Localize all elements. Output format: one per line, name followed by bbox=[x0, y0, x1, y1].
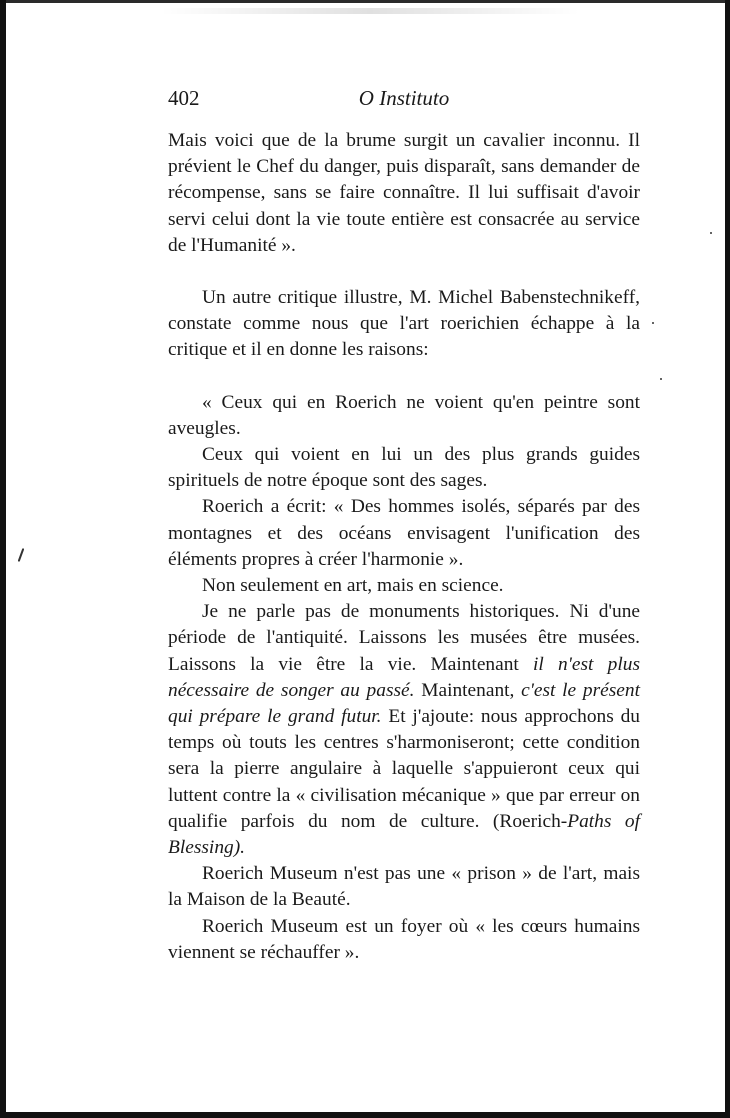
scan-speck bbox=[660, 378, 662, 380]
paragraph-continuation: Mais voici que de la brume surgit un cavalier inconnu. Il prévient le Chef du danger, puis disparaît, sans demander de récompense, sans se faire connaître. Il lui suffisait d'avoir servi celui dont la vie toute entière est consacrée au service de l'Humanité ». bbox=[168, 130, 640, 256]
scan-speck bbox=[710, 232, 712, 234]
scan-smudge bbox=[160, 8, 580, 14]
scan-edge-left bbox=[0, 0, 6, 1118]
italic-run: c'est le présent qui prépare le grand futur. bbox=[168, 679, 640, 728]
paragraph-gap bbox=[168, 364, 640, 390]
page-number: 402 bbox=[168, 86, 200, 110]
text-run: Maintenant, bbox=[414, 679, 522, 701]
quote-paragraph-roerich bbox=[168, 599, 640, 861]
italic-run: Paths of Blessing). bbox=[168, 810, 640, 859]
quote-paragraph: Roerich a écrit: « Des hommes isolés, séparés par des montagnes et des océans envisagent l'unification des éléments propres à créer l'harmonie ». bbox=[168, 496, 640, 570]
running-title: O Instituto bbox=[358, 86, 450, 110]
paragraph-gap bbox=[168, 259, 640, 285]
quote-paragraph: Roerich Museum est un foyer où « les cœurs humains viennent se réchauffer ». bbox=[168, 915, 640, 963]
quote-paragraph: « Ceux qui en Roerich ne voient qu'en peintre sont aveugles. bbox=[168, 391, 640, 439]
text-run: Et j'ajoute: nous approchons du temps où touts les centres s'harmoniseront; cette condition sera la pierre angulaire à laquelle s'appuieront ceux qui luttent contre la « civilisation mécanique » que par erreur on qualifie parfois du nom de culture. (Roerich- bbox=[168, 706, 640, 832]
paragraph-critic-intro: Un autre critique illustre, M. Michel Babenstechnikeff, constate comme nous que l'art roerichien échappe à la critique et il en donne les raisons: bbox=[168, 287, 640, 361]
italic-run: il n'est plus nécessaire de songer au passé. bbox=[168, 653, 640, 701]
quote-paragraph: Non seulement en art, mais en science. bbox=[202, 575, 504, 597]
scan-speck bbox=[652, 322, 654, 324]
scan-edge-bottom bbox=[0, 1112, 730, 1118]
page-header bbox=[168, 86, 640, 116]
quote-paragraph: Roerich Museum n'est pas une « prison » de l'art, mais la Maison de la Beauté. bbox=[168, 863, 640, 911]
scan-edge-right bbox=[725, 0, 730, 1118]
page-body bbox=[168, 128, 640, 966]
scan-speck bbox=[18, 548, 25, 562]
text-run: Je ne parle pas de monuments historiques. Ni d'une période de l'antiquité. Laissons les musées être musées. Laissons la vie être la vie. Maintenant bbox=[168, 601, 640, 675]
scan-edge-top bbox=[0, 0, 730, 3]
quote-paragraph: Ceux qui voient en lui un des plus grands guides spirituels de notre époque sont des sages. bbox=[168, 444, 640, 492]
